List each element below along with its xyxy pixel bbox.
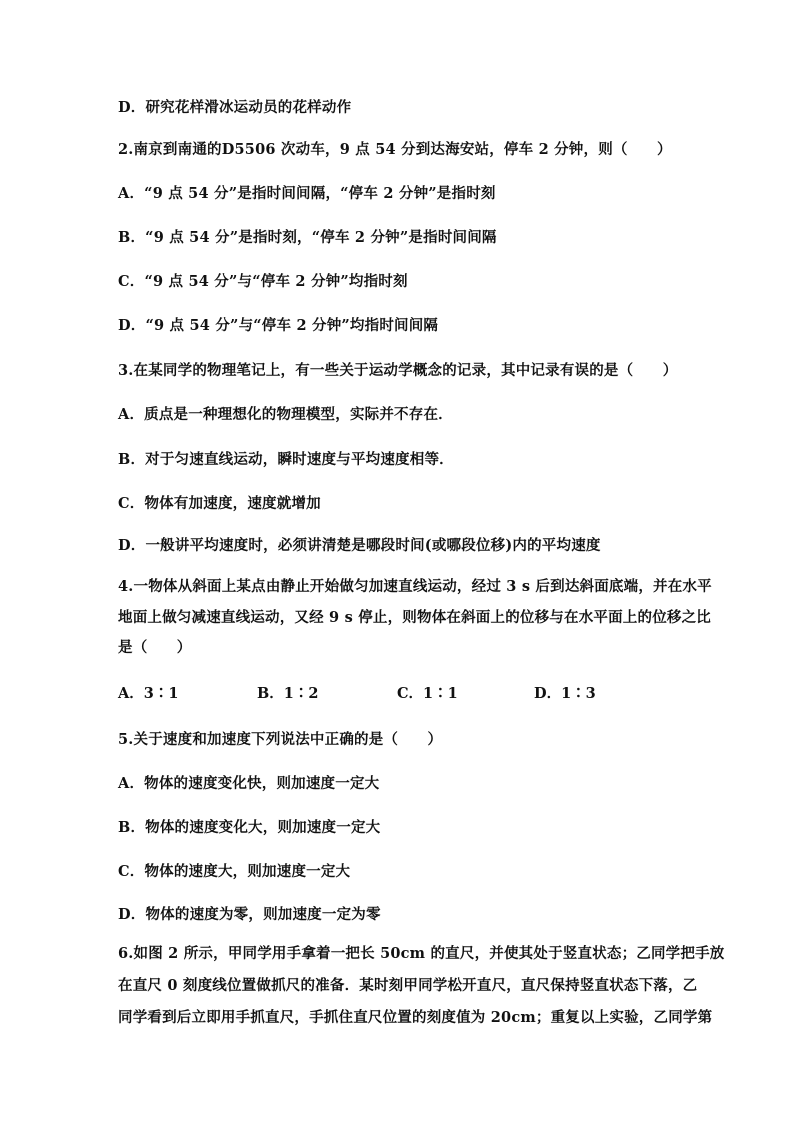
q4-option-b: B．1∶2 <box>257 685 319 702</box>
q4-option-a: A．3∶1 <box>118 685 179 702</box>
q4-stem-line-3: 是（ ） <box>118 639 192 656</box>
q5-stem: 5.关于速度和加速度下列说法中正确的是（ ） <box>118 731 443 748</box>
q5-option-c: C．物体的速度大，则加速度一定大 <box>118 863 351 880</box>
q3-stem: 3.在某同学的物理笔记上，有一些关于运动学概念的记录，其中记录有误的是（ ） <box>118 362 678 379</box>
q6-stem-line-1: 6.如图 2 所示，甲同学用手拿着一把长 50cm 的直尺，并使其处于竖直状态；乙同学把手放 <box>118 945 725 962</box>
q3-option-b: B．对于匀速直线运动，瞬时速度与平均速度相等． <box>118 451 454 468</box>
q1-option-d: D．研究花样滑冰运动员的花样动作 <box>118 99 352 116</box>
q3-option-a: A．质点是一种理想化的物理模型，实际并不存在． <box>118 406 453 423</box>
q3-option-c: C．物体有加速度，速度就增加 <box>118 495 321 512</box>
q2-option-d: D．“9 点 54 分”与“停车 2 分钟”均指时间间隔 <box>118 317 439 334</box>
q5-option-a: A．物体的速度变化快，则加速度一定大 <box>118 775 380 792</box>
q6-stem-line-3: 同学看到后立即用手抓直尺，手抓住直尺位置的刻度值为 20cm；重复以上实验，乙同学第 <box>118 1009 713 1026</box>
q4-stem-line-2: 地面上做匀减速直线运动，又经 9 s 停止，则物体在斜面上的位移与在水平面上的位移之比 <box>118 609 711 626</box>
q5-option-b: B．物体的速度变化大，则加速度一定大 <box>118 819 381 836</box>
q6-stem-line-2: 在直尺 0 刻度线位置做抓尺的准备．某时刻甲同学松开直尺，直尺保持竖直状态下落，乙 <box>118 977 698 994</box>
q2-option-a: A．“9 点 54 分”是指时间间隔，“停车 2 分钟”是指时刻 <box>118 185 496 202</box>
q4-option-d: D．1∶3 <box>534 685 596 702</box>
q2-option-b: B．“9 点 54 分”是指时刻，“停车 2 分钟”是指时间间隔 <box>118 229 497 246</box>
q2-option-c: C．“9 点 54 分”与“停车 2 分钟”均指时刻 <box>118 273 408 290</box>
q3-option-d: D．一般讲平均速度时，必须讲清楚是哪段时间(或哪段位移)内的平均速度 <box>118 537 601 554</box>
q5-option-d: D．物体的速度为零，则加速度一定为零 <box>118 906 381 923</box>
q4-option-c: C．1∶1 <box>397 685 458 702</box>
q2-stem: 2.南京到南通的D5506 次动车，9 点 54 分到达海安站，停车 2 分钟，则（ ） <box>118 141 672 158</box>
q4-stem-line-1: 4.一物体从斜面上某点由静止开始做匀加速直线运动，经过 3 s 后到达斜面底端，并在水平 <box>118 578 712 595</box>
